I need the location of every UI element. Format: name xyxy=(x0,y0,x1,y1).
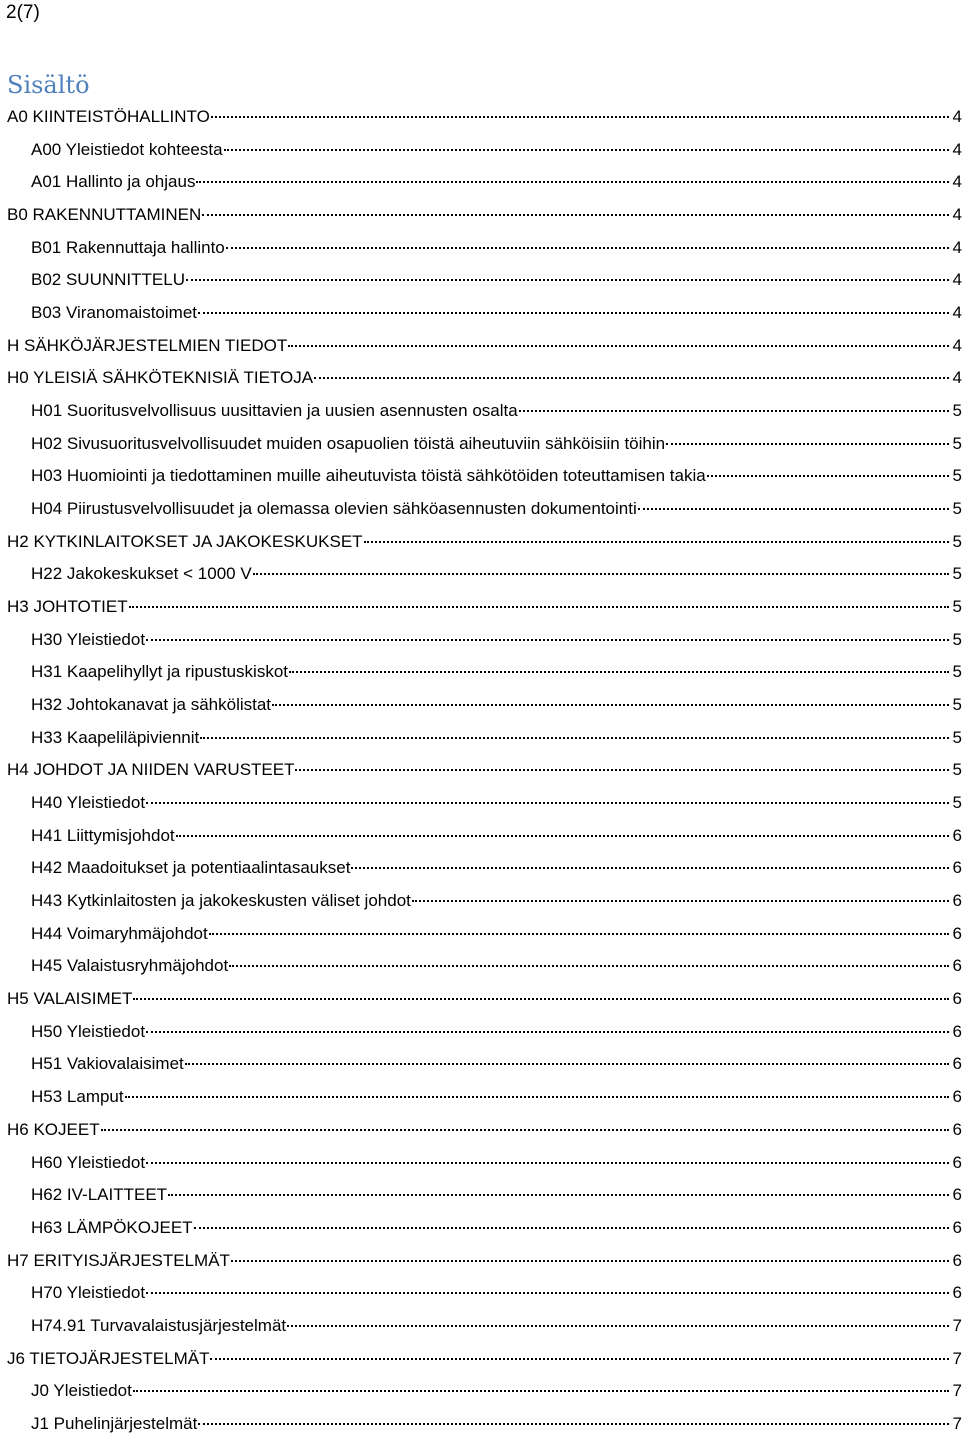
toc-entry-page: 5 xyxy=(952,793,962,813)
dot-leader xyxy=(351,867,949,869)
dot-leader xyxy=(194,1227,949,1229)
dot-leader xyxy=(287,1325,949,1327)
dot-leader xyxy=(101,1129,949,1131)
toc-entry[interactable] xyxy=(0,754,962,787)
toc-entry-title: H3 JOHTOTIET xyxy=(7,597,128,617)
toc-entry[interactable] xyxy=(0,1048,962,1081)
toc-entry[interactable] xyxy=(0,558,962,591)
toc-entry-title: H40 Yleistiedot xyxy=(31,793,146,813)
toc-entry-page: 6 xyxy=(952,923,962,943)
toc-entry[interactable] xyxy=(0,1310,962,1343)
dot-leader xyxy=(412,900,949,902)
toc-entry-page: 5 xyxy=(952,760,962,780)
toc-entry[interactable] xyxy=(0,1016,962,1049)
toc-entry-title: B03 Viranomaistoimet xyxy=(31,303,197,323)
dot-leader xyxy=(210,1358,949,1360)
dot-leader xyxy=(666,443,949,445)
dot-leader xyxy=(253,573,949,575)
toc-entry-title: H51 Vakiovalaisimet xyxy=(31,1054,184,1074)
toc-entry-page: 6 xyxy=(952,1119,962,1139)
toc-entry-page: 6 xyxy=(952,1250,962,1270)
toc-entry-page: 6 xyxy=(952,891,962,911)
toc-entry[interactable] xyxy=(0,787,962,820)
toc-entry[interactable] xyxy=(0,820,962,853)
toc-entry-page: 5 xyxy=(952,401,962,421)
toc-entry-title: H44 Voimaryhmäjohdot xyxy=(31,923,208,943)
toc-entry[interactable] xyxy=(0,1375,962,1408)
page-number: 2(7) xyxy=(6,2,40,23)
toc-entry[interactable] xyxy=(0,689,962,722)
toc-entry-page: 5 xyxy=(952,727,962,747)
toc-entry-title: H32 Johtokanavat ja sähkölistat xyxy=(31,695,272,715)
toc-entry[interactable] xyxy=(0,1081,962,1114)
dot-leader xyxy=(519,410,949,412)
dot-leader xyxy=(146,1292,949,1294)
toc-entry-title: H5 VALAISIMET xyxy=(7,989,133,1009)
toc-entry[interactable] xyxy=(0,134,962,167)
toc-entry-title: B01 Rakennuttaja hallinto xyxy=(31,237,225,257)
toc-entry-title: H01 Suoritusvelvollisuus uusittavien ja uusien asennusten osalta xyxy=(31,401,518,421)
toc-entry-title: J0 Yleistiedot xyxy=(31,1381,132,1401)
toc-entry[interactable] xyxy=(0,1408,962,1441)
dot-leader xyxy=(200,737,949,739)
toc-entry-title: H02 Sivusuoritusvelvollisuudet muiden osapuolien töistä aiheutuviin sähköisiin töihin xyxy=(31,433,666,453)
dot-leader xyxy=(125,1096,949,1098)
dot-leader xyxy=(133,1390,949,1392)
toc-entry[interactable] xyxy=(0,428,962,461)
toc-entry[interactable] xyxy=(0,330,962,363)
toc-heading: Sisältö xyxy=(7,71,90,99)
toc-entry[interactable] xyxy=(0,1343,962,1376)
toc-entry-title: A0 KIINTEISTÖHALLINTO xyxy=(7,107,210,126)
toc-entry[interactable] xyxy=(0,1114,962,1147)
dot-leader xyxy=(196,181,949,183)
toc-entry[interactable] xyxy=(0,983,962,1016)
dot-leader xyxy=(211,116,949,118)
dot-leader xyxy=(224,149,949,151)
dot-leader xyxy=(186,279,949,281)
toc-entry[interactable] xyxy=(0,1277,962,1310)
dot-leader xyxy=(146,1031,949,1033)
dot-leader xyxy=(314,377,949,379)
toc-entry-page: 4 xyxy=(952,237,962,257)
toc-entry[interactable] xyxy=(0,722,962,755)
toc-entry-title: H30 Yleistiedot xyxy=(31,629,146,649)
toc-entry[interactable] xyxy=(0,656,962,689)
toc-entry[interactable] xyxy=(0,395,962,428)
toc-entry[interactable] xyxy=(0,1212,962,1245)
toc-entry-page: 5 xyxy=(952,662,962,682)
toc-entry[interactable] xyxy=(0,460,962,493)
toc-entry[interactable] xyxy=(0,101,962,134)
toc-entry-page: 4 xyxy=(952,205,962,225)
toc-entry[interactable] xyxy=(0,1147,962,1180)
dot-leader xyxy=(202,214,949,216)
dot-leader xyxy=(176,835,949,837)
toc-entry-page: 6 xyxy=(952,956,962,976)
dot-leader xyxy=(146,639,949,641)
dot-leader xyxy=(209,933,949,935)
toc-entry-page: 5 xyxy=(952,564,962,584)
toc-entry-page: 4 xyxy=(952,139,962,159)
toc-entry[interactable] xyxy=(0,199,962,232)
toc-entry-title: B02 SUUNNITTELU xyxy=(31,270,185,290)
toc-entry-title: H50 Yleistiedot xyxy=(31,1021,146,1041)
toc-entry[interactable] xyxy=(0,264,962,297)
toc-entry-title: H63 LÄMPÖKOJEET xyxy=(31,1217,193,1237)
toc-entry-page: 6 xyxy=(952,1217,962,1237)
toc-entry-title: H41 Liittymisjohdot xyxy=(31,825,175,845)
dot-leader xyxy=(229,965,949,967)
toc-entry-page: 6 xyxy=(952,1021,962,1041)
toc-entry-title: H62 IV-LAITTEET xyxy=(31,1185,168,1205)
toc-entry-title: H22 Jakokeskukset < 1000 V xyxy=(31,564,252,584)
toc-entry-title: H42 Maadoitukset ja potentiaalintasaukset xyxy=(31,858,351,878)
toc-entry[interactable] xyxy=(0,166,962,199)
toc-entry-title: A01 Hallinto ja ohjaus xyxy=(31,172,196,192)
dot-leader xyxy=(198,312,949,314)
toc-entry-title: H74.91 Turvavalaistusjärjestelmät xyxy=(31,1315,287,1335)
toc-entry-page: 5 xyxy=(952,597,962,617)
toc-entry[interactable] xyxy=(0,918,962,951)
toc-entry-page: 6 xyxy=(952,1087,962,1107)
toc-entry-title: H43 Kytkinlaitosten ja jakokeskusten väliset johdot xyxy=(31,891,411,911)
toc-entry-page: 6 xyxy=(952,1152,962,1172)
toc-entry-page: 5 xyxy=(952,629,962,649)
toc-entry-title: H6 KOJEET xyxy=(7,1119,100,1139)
toc-entry-page: 5 xyxy=(952,499,962,519)
toc-entry[interactable] xyxy=(0,1179,962,1212)
dot-leader xyxy=(146,802,949,804)
toc-entry[interactable] xyxy=(0,852,962,885)
toc-entry-page: 5 xyxy=(952,433,962,453)
toc-entry-title: J6 TIETOJÄRJESTELMÄT xyxy=(7,1348,210,1368)
toc-entry-title: H0 YLEISIÄ SÄHKÖTEKNISIÄ TIETOJA xyxy=(7,368,314,388)
toc-entry-page: 4 xyxy=(952,303,962,323)
toc-entry-title: H33 Kaapeliläpiviennit xyxy=(31,727,200,747)
dot-leader xyxy=(707,475,949,477)
dot-leader xyxy=(168,1194,949,1196)
dot-leader xyxy=(146,1162,949,1164)
toc-entry[interactable] xyxy=(0,362,962,395)
toc-entry-page: 6 xyxy=(952,1283,962,1303)
toc-entry[interactable] xyxy=(0,1245,962,1278)
toc-entry-page: 6 xyxy=(952,858,962,878)
toc-entry-title: H45 Valaistusryhmäjohdot xyxy=(31,956,229,976)
dot-leader xyxy=(364,541,949,543)
toc-entry-page: 4 xyxy=(952,107,962,126)
toc-entry[interactable] xyxy=(0,950,962,983)
dot-leader xyxy=(231,1260,949,1262)
toc-entry-page: 4 xyxy=(952,368,962,388)
toc-entry-page: 6 xyxy=(952,1185,962,1205)
toc-entry-page: 5 xyxy=(952,531,962,551)
toc-entry[interactable] xyxy=(0,624,962,657)
dot-leader xyxy=(288,345,949,347)
toc-entry-title: H31 Kaapelihyllyt ja ripustuskiskot xyxy=(31,662,289,682)
toc-entry[interactable] xyxy=(0,493,962,526)
table-of-contents xyxy=(0,101,962,1441)
toc-entry-page: 7 xyxy=(952,1413,962,1433)
toc-entry-page: 7 xyxy=(952,1348,962,1368)
dot-leader xyxy=(295,769,949,771)
toc-entry-page: 7 xyxy=(952,1381,962,1401)
toc-entry-title: H60 Yleistiedot xyxy=(31,1152,146,1172)
toc-entry-title: B0 RAKENNUTTAMINEN xyxy=(7,205,202,225)
toc-entry-page: 5 xyxy=(952,466,962,486)
toc-entry-title: A00 Yleistiedot kohteesta xyxy=(31,139,223,159)
toc-entry-title: H04 Piirustusvelvollisuudet ja olemassa olevien sähköasennusten dokumentointi xyxy=(31,499,637,519)
toc-entry-page: 6 xyxy=(952,989,962,1009)
toc-entry-title: H SÄHKÖJÄRJESTELMIEN TIEDOT xyxy=(7,335,288,355)
toc-entry-title: H2 KYTKINLAITOKSET JA JAKOKESKUKSET xyxy=(7,531,363,551)
toc-entry-page: 6 xyxy=(952,825,962,845)
dot-leader xyxy=(129,606,949,608)
toc-entry-title: H03 Huomiointi ja tiedottaminen muille aiheutuvista töistä sähkötöiden toteuttamisen takia xyxy=(31,466,706,486)
toc-entry-page: 4 xyxy=(952,335,962,355)
toc-entry-page: 4 xyxy=(952,172,962,192)
toc-entry-title: H53 Lamput xyxy=(31,1087,124,1107)
toc-entry-title: J1 Puhelinjärjestelmät xyxy=(31,1413,198,1433)
toc-entry-page: 4 xyxy=(952,270,962,290)
dot-leader xyxy=(289,671,949,673)
toc-entry[interactable] xyxy=(0,297,962,330)
dot-leader xyxy=(272,704,949,706)
toc-entry-page: 7 xyxy=(952,1315,962,1335)
toc-entry-title: H70 Yleistiedot xyxy=(31,1283,146,1303)
toc-entry[interactable] xyxy=(0,232,962,265)
toc-entry[interactable] xyxy=(0,526,962,559)
toc-entry-page: 5 xyxy=(952,695,962,715)
toc-entry-title: H4 JOHDOT JA NIIDEN VARUSTEET xyxy=(7,760,295,780)
toc-entry-page: 6 xyxy=(952,1054,962,1074)
dot-leader xyxy=(198,1423,949,1425)
dot-leader xyxy=(226,247,949,249)
dot-leader xyxy=(185,1063,949,1065)
toc-entry[interactable] xyxy=(0,591,962,624)
dot-leader xyxy=(638,508,949,510)
toc-entry-title: H7 ERITYISJÄRJESTELMÄT xyxy=(7,1250,230,1270)
dot-leader xyxy=(133,998,949,1000)
toc-entry[interactable] xyxy=(0,885,962,918)
